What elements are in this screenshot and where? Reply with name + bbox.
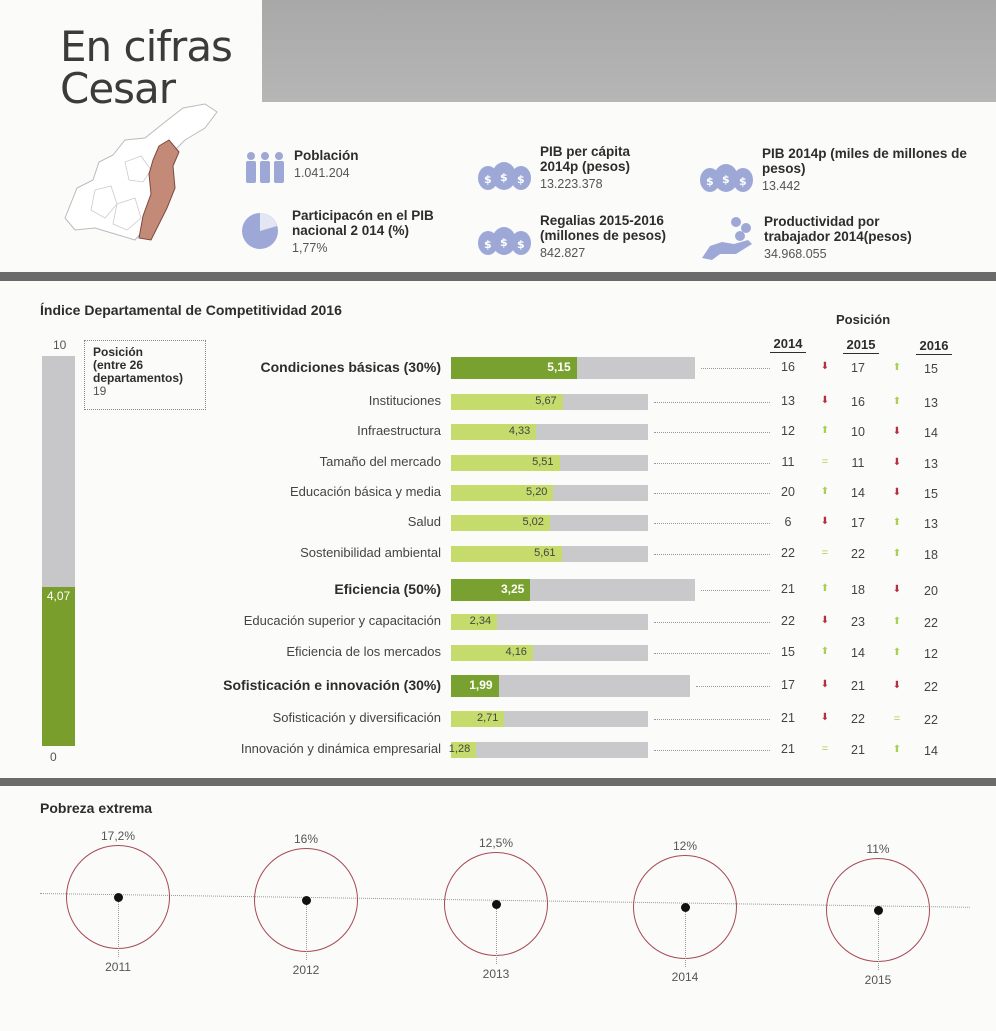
position-2016: 22 <box>924 713 938 727</box>
position-2014: 13 <box>781 394 795 408</box>
poverty-year-label: 2011 <box>105 960 131 974</box>
position-2016: 22 <box>924 680 938 694</box>
overall-index-bar <box>42 587 75 746</box>
equal-icon: = <box>821 743 829 755</box>
svg-text:$: $ <box>484 238 492 251</box>
row-label: Innovación y dinámica empresarial <box>240 741 441 756</box>
svg-text:$: $ <box>500 171 508 184</box>
poverty-year-label: 2015 <box>864 973 892 987</box>
position-2014: 16 <box>781 360 795 374</box>
header-band <box>262 0 996 102</box>
bar-value-label: 4,16 <box>505 646 527 658</box>
hand-coins-icon <box>700 214 756 260</box>
poverty-value-label: 12,5% <box>478 836 514 850</box>
leader-line <box>654 554 770 555</box>
position-2014: 12 <box>781 424 795 438</box>
position-2015: 21 <box>851 743 865 757</box>
position-2015: 16 <box>851 395 865 409</box>
poverty-year-label: 2012 <box>292 963 320 977</box>
arrow-down-icon: ⬇ <box>820 679 830 690</box>
poverty-point <box>681 903 690 912</box>
leader-line <box>654 750 770 751</box>
arrow-down-icon: ⬇ <box>820 361 830 372</box>
poverty-point <box>114 893 123 902</box>
position-2014: 22 <box>781 546 795 560</box>
position-2016: 13 <box>924 517 938 531</box>
position-2016: 14 <box>924 426 938 440</box>
leader-line <box>696 686 770 687</box>
position-2014: 21 <box>781 582 795 596</box>
position-2015: 14 <box>851 486 865 500</box>
position-2014: 17 <box>781 678 795 692</box>
bar-value-label: 5,02 <box>522 516 544 528</box>
position-2014: 21 <box>781 711 795 725</box>
poverty-guide-line <box>306 900 307 960</box>
indicator-label: Participacón en el PIB nacional 2 014 (%) <box>292 208 434 238</box>
position-box-label: Posición <box>93 345 144 359</box>
row-label: Eficiencia de los mercados <box>286 644 441 659</box>
position-header: Posición <box>836 312 891 327</box>
year-header-2014: 2014 <box>770 336 806 353</box>
poverty-guide-line <box>496 904 497 964</box>
bar-value-label: 1,99 <box>469 678 493 692</box>
poverty-value-label: 17,2% <box>100 829 136 843</box>
arrow-down-icon: ⬇ <box>820 615 830 626</box>
position-2014: 6 <box>784 515 792 529</box>
indicator-value: 842.827 <box>540 246 586 260</box>
poverty-guide-line <box>118 897 119 957</box>
svg-text:$: $ <box>484 173 492 186</box>
indicator-value: 1,77% <box>292 241 328 255</box>
leader-line <box>654 463 770 464</box>
leader-line <box>654 523 770 524</box>
row-label: Educación superior y capacitación <box>243 613 441 628</box>
row-label: Condiciones básicas (30%) <box>260 359 441 375</box>
arrow-down-icon: ⬇ <box>892 584 902 595</box>
bar-value-label: 5,15 <box>547 360 571 374</box>
svg-text:$: $ <box>500 236 508 249</box>
equal-icon: = <box>893 713 901 725</box>
arrow-down-icon: ⬇ <box>820 516 830 527</box>
poverty-year-label: 2013 <box>482 967 510 981</box>
leader-line <box>654 622 770 623</box>
svg-text:$: $ <box>739 175 747 188</box>
poverty-value-label: 11% <box>866 842 890 856</box>
row-label: Eficiencia (50%) <box>334 581 441 597</box>
bar-value-label: 1,28 <box>448 743 471 755</box>
position-2015: 11 <box>851 456 865 470</box>
bar-value-label: 2,71 <box>476 712 499 724</box>
position-2016: 20 <box>924 584 938 598</box>
position-2015: 21 <box>851 679 865 693</box>
money-bags-icon <box>476 217 532 257</box>
arrow-up-icon: ⬆ <box>892 396 902 407</box>
row-label: Instituciones <box>368 393 441 408</box>
page-title <box>60 22 232 113</box>
arrow-up-icon: ⬆ <box>892 517 902 528</box>
scale-min-label: 0 <box>50 750 57 764</box>
leader-line <box>654 493 770 494</box>
position-2014: 21 <box>781 742 795 756</box>
arrow-up-icon: ⬆ <box>892 744 902 755</box>
position-2016: 15 <box>924 487 938 501</box>
indicator-label: Regalias 2015-2016 (millones de pesos) <box>540 213 667 243</box>
indicator-pib-per-capita <box>476 144 670 192</box>
poverty-point <box>874 906 883 915</box>
competitividad-title: Índice Departamental de Competitividad 2016 <box>40 302 342 318</box>
indicator-pib <box>698 146 972 194</box>
position-2016: 12 <box>924 647 938 661</box>
arrow-up-icon: ⬆ <box>820 425 830 436</box>
svg-text:$: $ <box>517 238 525 251</box>
bar-value-label: 2,34 <box>469 615 492 627</box>
bar-value-label: 5,67 <box>535 395 557 407</box>
indicator-value: 13.442 <box>762 179 801 193</box>
position-2016: 13 <box>924 457 938 471</box>
arrow-up-icon: ⬆ <box>892 647 902 658</box>
leader-line <box>701 590 770 591</box>
bar-value-label: 4,33 <box>508 425 531 437</box>
title-line-2: Cesar <box>60 64 176 113</box>
svg-text:$: $ <box>517 173 525 186</box>
bar-track <box>451 742 648 758</box>
indicator-poblacion <box>242 148 359 188</box>
indicator-label: Población <box>294 148 359 163</box>
position-2015: 22 <box>851 547 865 561</box>
position-2014: 22 <box>781 614 795 628</box>
arrow-down-icon: ⬇ <box>820 712 830 723</box>
position-2015: 17 <box>851 361 865 375</box>
position-2014: 11 <box>781 455 795 469</box>
poverty-point <box>492 900 501 909</box>
indicator-regalias <box>476 213 690 260</box>
leader-line <box>654 719 770 720</box>
poverty-guide-line <box>685 907 686 967</box>
arrow-up-icon: ⬆ <box>892 616 902 627</box>
bar-value-label: 5,61 <box>534 547 556 559</box>
money-bags-icon <box>476 152 532 192</box>
indicator-label: PIB per cápita 2014p (pesos) <box>540 144 631 174</box>
arrow-up-icon: ⬆ <box>820 583 830 594</box>
arrow-down-icon: ⬇ <box>892 426 902 437</box>
position-2014: 20 <box>781 485 795 499</box>
position-2015: 10 <box>851 425 865 439</box>
year-header-2016: 2016 <box>916 338 952 355</box>
position-2016: 13 <box>924 396 938 410</box>
poverty-point <box>302 896 311 905</box>
position-2015: 14 <box>851 646 865 660</box>
position-box-label: (entre 26 <box>93 358 144 372</box>
bar-value-label: 5,51 <box>532 456 554 468</box>
section-divider <box>0 778 996 786</box>
leader-line <box>654 653 770 654</box>
arrow-down-icon: ⬇ <box>892 680 902 691</box>
indicator-value: 1.041.204 <box>294 166 350 180</box>
bar-value-label: 5,20 <box>526 486 548 498</box>
year-header-2015: 2015 <box>843 337 879 354</box>
position-2016: 15 <box>924 362 938 376</box>
arrow-up-icon: ⬆ <box>820 486 830 497</box>
people-icon <box>242 148 288 188</box>
bar-value-label: 3,25 <box>500 582 525 596</box>
equal-icon: = <box>821 456 829 468</box>
row-label: Salud <box>407 514 441 529</box>
poverty-value-label: 16% <box>293 832 319 846</box>
indicator-productividad <box>700 214 934 261</box>
svg-text:$: $ <box>706 175 714 188</box>
position-2016: 22 <box>924 616 938 630</box>
arrow-up-icon: ⬆ <box>892 548 902 559</box>
indicator-label: Productividad por trabajador 2014(pesos) <box>764 214 912 244</box>
position-box <box>84 340 206 410</box>
indicator-value: 13.223.378 <box>540 177 603 191</box>
arrow-up-icon: ⬆ <box>820 646 830 657</box>
row-label: Educación básica y media <box>289 484 441 499</box>
section-divider <box>0 272 996 281</box>
arrow-up-icon: ⬆ <box>892 362 902 373</box>
row-label: Infraestructura <box>357 423 441 438</box>
position-box-value: 19 <box>93 384 107 398</box>
indicator-participacion <box>240 208 462 255</box>
row-label: Tamaño del mercado <box>319 454 441 469</box>
position-box-label: departamentos) <box>93 371 184 385</box>
indicator-label: PIB 2014p (miles de millones de pesos) <box>762 146 967 176</box>
poverty-guide-line <box>878 910 879 970</box>
position-2015: 23 <box>851 615 865 629</box>
equal-icon: = <box>821 547 829 559</box>
poverty-value-label: 12% <box>672 839 698 853</box>
overall-index-value: 4,07 <box>46 589 71 604</box>
svg-text:$: $ <box>722 173 730 186</box>
poverty-year-label: 2014 <box>671 970 699 984</box>
leader-line <box>701 368 770 369</box>
arrow-down-icon: ⬇ <box>892 487 902 498</box>
row-label: Sostenibilidad ambiental <box>300 545 441 560</box>
arrow-down-icon: ⬇ <box>892 457 902 468</box>
position-2014: 15 <box>781 645 795 659</box>
position-2015: 22 <box>851 712 865 726</box>
leader-line <box>654 432 770 433</box>
row-label: Sofisticación y diversificación <box>272 710 441 725</box>
pobreza-title: Pobreza extrema <box>40 800 153 816</box>
scale-max-label: 10 <box>53 338 67 352</box>
position-2016: 18 <box>924 548 938 562</box>
leader-line <box>654 402 770 403</box>
row-label: Sofisticación e innovación (30%) <box>223 677 441 693</box>
arrow-down-icon: ⬇ <box>820 395 830 406</box>
department-map-icon <box>55 100 235 260</box>
pie-icon <box>240 208 286 254</box>
position-2015: 18 <box>851 583 865 597</box>
money-bags-icon <box>698 154 754 194</box>
position-2015: 17 <box>851 516 865 530</box>
title-line-1: En cifras <box>60 22 232 71</box>
indicator-value: 34.968.055 <box>764 247 827 261</box>
position-2016: 14 <box>924 744 938 758</box>
